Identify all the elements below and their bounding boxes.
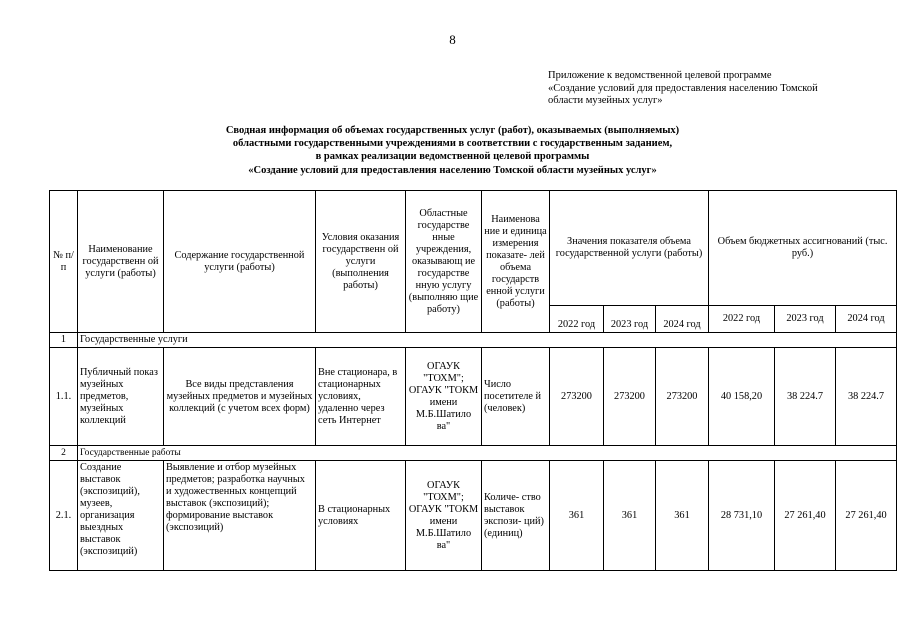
header-num: № п/п xyxy=(50,191,78,333)
service-indicator: Число посетителе й (человек) xyxy=(482,348,550,446)
appendix-line: Приложение к ведомственной целевой программе xyxy=(548,70,772,81)
section-label: Государственные работы xyxy=(78,446,897,461)
budget-2024: 27 261,40 xyxy=(836,461,897,571)
header-content: Содержание государственной услуги (работы) xyxy=(164,191,316,333)
title-line: областными государственными учреждениями в соответствии с государственным заданием, xyxy=(232,138,673,150)
header-institutions: Областные государстве нные учреждения, оказывающ ие государстве нную услугу (выполняю щие работу) xyxy=(406,191,482,333)
table-row xyxy=(50,348,897,446)
page-number: 8 xyxy=(449,32,456,47)
header-row xyxy=(50,191,897,306)
section-num: 1 xyxy=(50,333,78,348)
service-content: Все виды представления музейных предметов и музейных коллекций (с учетом всех форм) xyxy=(164,348,316,446)
value-2022: 273200 xyxy=(550,348,604,446)
header-budget-year: 2024 год xyxy=(836,306,897,333)
appendix-line: «Создание условий для предоставления населению Томской xyxy=(548,82,818,94)
value-2024: 273200 xyxy=(656,348,709,446)
service-conditions: Вне стационара, в стационарных условиях, удаленно через сеть Интернет xyxy=(316,348,406,446)
document-title xyxy=(0,124,905,177)
service-name: Публичный показ музейных предметов, музейных коллекций xyxy=(78,348,164,446)
services-table xyxy=(49,190,897,571)
header-budget-year: 2022 год xyxy=(709,306,775,333)
header-value-year: 2024 год xyxy=(656,306,709,333)
header-budget-group: Объем бюджетных ассигнований (тыс. руб.) xyxy=(709,191,897,306)
service-institutions: ОГАУК "ТОХМ"; ОГАУК "ТОКМ имени М.Б.Шатило ва" xyxy=(406,348,482,446)
budget-2024: 38 224.7 xyxy=(836,348,897,446)
header-conditions: Условия оказания государственн ой услуги (выполнения работы) xyxy=(316,191,406,333)
budget-2022: 40 158,20 xyxy=(709,348,775,446)
title-line: «Создание условий для предоставления населению Томской области музейных услуг» xyxy=(248,164,657,176)
section-row-works xyxy=(50,446,897,461)
work-institutions: ОГАУК "ТОХМ"; ОГАУК "ТОКМ имени М.Б.Шатило ва" xyxy=(406,461,482,571)
work-name: Создание выставок (экспозиций), музеев, организация выездных выставок (экспозиций) xyxy=(78,461,164,571)
header-value-year: 2022 год xyxy=(550,306,604,333)
budget-2022: 28 731,10 xyxy=(709,461,775,571)
title-line: Сводная информация об объемах государственных услуг (работ), оказываемых (выполняемых) xyxy=(225,125,680,136)
header-budget-year: 2023 год xyxy=(775,306,836,333)
section-num: 2 xyxy=(50,446,78,461)
value-2024: 361 xyxy=(656,461,709,571)
row-num: 2.1. xyxy=(50,461,78,571)
appendix-note xyxy=(548,70,878,108)
row-num: 1.1. xyxy=(50,348,78,446)
work-content: Выявление и отбор музейных предметов; разработка научных и художественных концепций выставок (экспозиций); формирование выставок (экспозиций) xyxy=(164,461,316,571)
value-2023: 361 xyxy=(604,461,656,571)
header-indicator: Наименова ние и единица измерения показате- лей объема государств енной услуги (работы) xyxy=(482,191,550,333)
table-row xyxy=(50,461,897,571)
header-value-year: 2023 год xyxy=(604,306,656,333)
budget-2023: 27 261,40 xyxy=(775,461,836,571)
header-values-group: Значения показателя объема государственной услуги (работы) xyxy=(550,191,709,306)
section-row-services xyxy=(50,333,897,348)
section-label: Государственные услуги xyxy=(78,333,897,348)
header-service-name: Наименование государственн ой услуги (работы) xyxy=(78,191,164,333)
value-2022: 361 xyxy=(550,461,604,571)
value-2023: 273200 xyxy=(604,348,656,446)
work-conditions: В стационарных условиях xyxy=(316,461,406,571)
work-indicator: Количе- ство выставок экспози- ций) (единиц) xyxy=(482,461,550,571)
title-line: в рамках реализации ведомственной целевой программы xyxy=(315,151,590,163)
budget-2023: 38 224.7 xyxy=(775,348,836,446)
appendix-line: области музейных услуг» xyxy=(548,95,663,106)
